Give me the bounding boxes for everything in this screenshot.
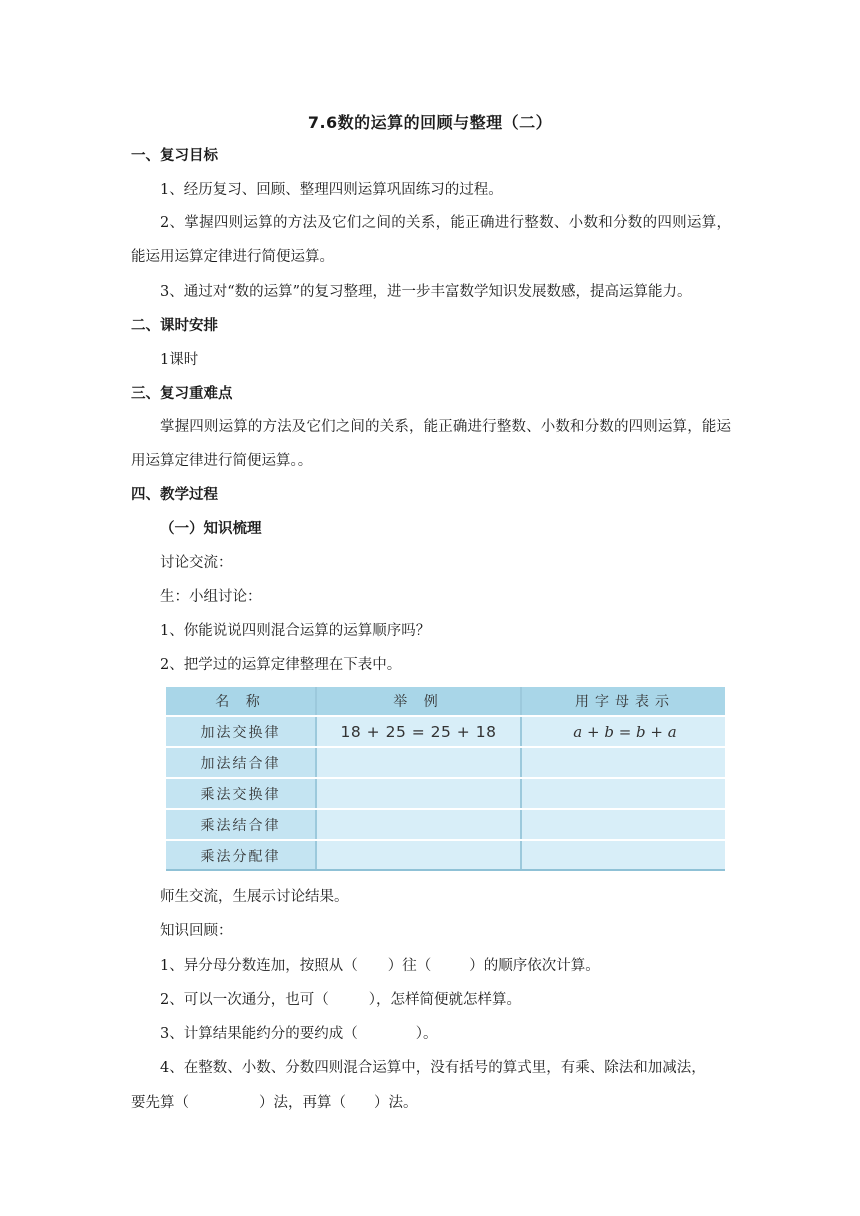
review-item-2-part-b: ），怎样简便就怎样算。	[368, 992, 521, 1008]
law-name: 乘法分配律	[166, 840, 316, 871]
table-header: 名 称	[166, 687, 316, 716]
table-header: 用字母表示	[521, 687, 725, 716]
table-row	[166, 778, 725, 809]
section-heading-key-points: 三、复习重难点	[131, 386, 233, 402]
law-name: 乘法交换律	[166, 778, 316, 809]
review-item-1-part-c: ）的顺序依次计算。	[469, 958, 600, 974]
law-example	[316, 840, 521, 871]
operation-laws-table	[166, 687, 725, 871]
section-heading-goals: 一、复习目标	[131, 148, 218, 164]
page-title: 7.6数的运算的回顾与整理（二）	[307, 113, 553, 132]
review-item-4-line-2	[131, 1093, 418, 1113]
law-example	[316, 778, 521, 809]
law-name: 乘法结合律	[166, 809, 316, 840]
table-row	[166, 840, 725, 871]
review-item-3-part-b: ）。	[415, 1026, 438, 1042]
review-item-3	[160, 1024, 437, 1044]
review-item-2	[160, 990, 521, 1010]
subsection-heading: （一）知识梳理	[160, 521, 262, 537]
law-symbolic	[521, 809, 725, 840]
review-item-4-part-a: 要先算（	[131, 1095, 189, 1111]
after-table-text: 师生交流，生展示讨论结果。	[160, 889, 349, 905]
review-label: 知识回顾：	[160, 923, 233, 939]
review-item-1-part-b: ）往（	[387, 958, 432, 974]
law-example	[316, 747, 521, 778]
review-item-2-part-a: 2、可以一次通分，也可（	[160, 992, 329, 1008]
student-label: 生：小组讨论：	[160, 589, 262, 605]
table-row	[166, 716, 725, 747]
section-heading-process: 四、教学过程	[131, 487, 218, 503]
review-item-4-part-b: ）法，再算（	[259, 1095, 346, 1111]
table-header: 举 例	[316, 687, 521, 716]
discussion-label: 讨论交流：	[160, 555, 233, 571]
law-symbolic	[521, 747, 725, 778]
review-item-4-part-c: ）法。	[374, 1095, 418, 1111]
question-1: 1、你能说说四则混合运算的运算顺序吗？	[160, 623, 431, 639]
review-item-4-line-1: 4、在整数、小数、分数四则混合运算中，没有括号的算式里，有乘、除法和加减法，	[160, 1060, 706, 1076]
table-row	[166, 809, 725, 840]
law-symbolic	[521, 840, 725, 871]
law-symbolic: a + b = b + a	[521, 716, 725, 747]
schedule-text: 1课时	[160, 352, 199, 368]
review-item-1-part-a: 1、异分母分数连加，按照从（	[160, 958, 358, 974]
table-header-row	[166, 687, 725, 716]
law-example	[316, 809, 521, 840]
table-row	[166, 747, 725, 778]
law-name: 加法结合律	[166, 747, 316, 778]
key-points-text: 掌握四则运算的方法及它们之间的关系，能正确进行整数、小数和分数的四则运算，能运用运算定律进行简便运算。。	[131, 419, 731, 469]
goal-item-3: 3、通过对“数的运算”的复习整理，进一步丰富数学知识发展数感，提高运算能力。	[160, 284, 692, 300]
review-item-3-part-a: 3、计算结果能约分的要约成（	[160, 1026, 358, 1042]
goal-item-2: 2、掌握四则运算的方法及它们之间的关系，能正确进行整数、小数和分数的四则运算，能运用运算定律进行简便运算。	[131, 215, 731, 265]
section-heading-schedule: 二、课时安排	[131, 318, 218, 334]
law-example: 18 + 25 = 25 + 18	[316, 716, 521, 747]
question-2: 2、把学过的运算定律整理在下表中。	[160, 657, 402, 673]
law-symbolic	[521, 778, 725, 809]
goal-item-1: 1、经历复习、回顾、整理四则运算巩固练习的过程。	[160, 182, 503, 198]
review-item-1	[160, 956, 600, 976]
law-name: 加法交换律	[166, 716, 316, 747]
